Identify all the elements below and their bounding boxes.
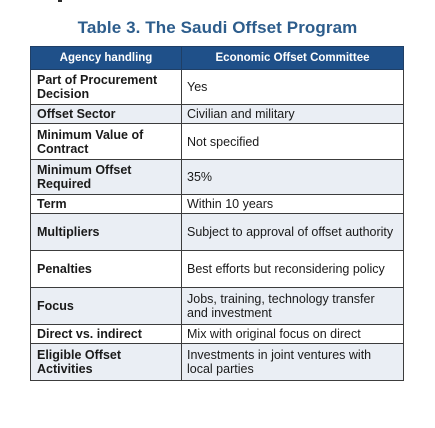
table-row	[31, 160, 404, 195]
row-value: Subject to approval of offset authority	[182, 214, 404, 251]
offset-program-table	[30, 46, 404, 381]
table-row	[31, 124, 404, 160]
row-label: Eligible Offset Activities	[31, 344, 182, 381]
row-label: Direct vs. indirect	[31, 325, 182, 344]
row-value: Yes	[182, 70, 404, 105]
row-label: Minimum Value of Contract	[31, 124, 182, 160]
row-label: Offset Sector	[31, 105, 182, 124]
row-value: Best efforts but reconsidering policy	[182, 251, 404, 288]
row-label: Term	[31, 195, 182, 214]
row-value: Mix with original focus on direct	[182, 325, 404, 344]
table-header-row	[31, 47, 404, 70]
row-value: Not specified	[182, 124, 404, 160]
row-label: Multipliers	[31, 214, 182, 251]
row-label: Penalties	[31, 251, 182, 288]
table-row	[31, 105, 404, 124]
header-agency-handling: Agency handling	[31, 47, 182, 70]
table-row	[31, 214, 404, 251]
row-value: Civilian and military	[182, 105, 404, 124]
table-row	[31, 288, 404, 325]
table-row	[31, 251, 404, 288]
row-value: 35%	[182, 160, 404, 195]
header-economic-offset-committee: Economic Offset Committee	[182, 47, 404, 70]
row-label: Minimum Offset Required	[31, 160, 182, 195]
page-mark	[58, 0, 62, 2]
row-value: Within 10 years	[182, 195, 404, 214]
row-label: Part of Procurement Decision	[31, 70, 182, 105]
table-row	[31, 70, 404, 105]
row-label: Focus	[31, 288, 182, 325]
row-value: Jobs, training, technology transfer and investment	[182, 288, 404, 325]
row-value: Investments in joint ventures with local parties	[182, 344, 404, 381]
table-title: Table 3. The Saudi Offset Program	[77, 18, 358, 37]
table-row	[31, 344, 404, 381]
table-row	[31, 195, 404, 214]
table-row	[31, 325, 404, 344]
